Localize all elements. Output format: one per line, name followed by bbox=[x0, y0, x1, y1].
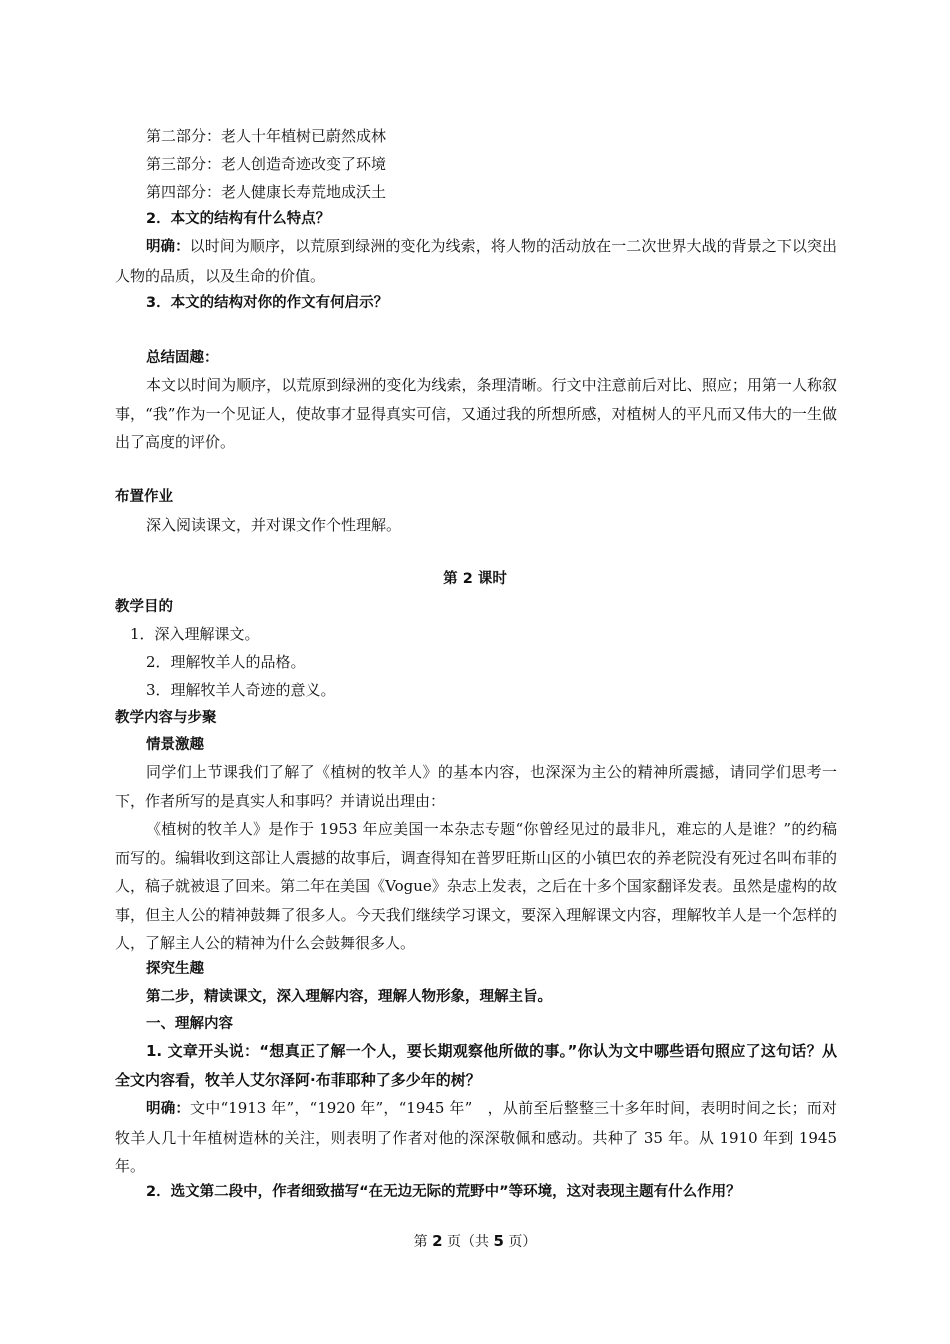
homework-text: 深入阅读课文，并对课文作个性理解。 bbox=[146, 516, 402, 534]
answer-1 bbox=[115, 1094, 837, 1181]
page-total: 5 bbox=[493, 1232, 504, 1250]
summary-text: 本文以时间为顺序，以荒原到绿洲的变化为线索，条理清晰。行文中注意前后对比、照应；用第一人称叙事，“我”作为一个见证人，使故事才显得真实可信，又通过我的所想所感，对植树人的平凡而又伟大的一生做出了高度的评价。 bbox=[115, 376, 837, 451]
footer-suffix: 页） bbox=[503, 1234, 537, 1250]
answer-text: 以时间为顺序，以荒原到绿洲的变化为线索，将人物的活动放在一二次世界大战的背景之下以突出人物的品质，以及生命的价值。 bbox=[115, 237, 837, 285]
answer-label: 明确： bbox=[146, 239, 190, 255]
part4-line: 第四部分：老人健康长寿荒地成沃土 bbox=[146, 183, 387, 201]
question-2-lesson: 2．选文第二段中，作者细致描写“在无边无际的荒野中”等环境，这对表现主题有什么作用？ bbox=[146, 1184, 741, 1200]
page-number: 2 bbox=[432, 1232, 443, 1250]
footer-prefix: 第 bbox=[413, 1234, 433, 1250]
summary-heading: 总结固趣： bbox=[146, 350, 219, 366]
steps-heading: 教学内容与步聚 bbox=[115, 710, 217, 726]
page-footer bbox=[0, 1231, 950, 1252]
intro-paragraph-2: 《植树的牧羊人》是作于 1953 年应美国一本杂志专题“你曾经见过的最非凡，难忘的人是谁？”的约稿而写的。编辑收到这部让人震撼的故事后，调查得知在普罗旺斯山区的小镇巴农的养老院没有死过名叫布菲的人，稿子就被退了回来。第二年在美国《Vogue》杂志上发表，之后在十多个国家翻译发表。虽然是虚构的故事，但主人公的精神鼓舞了很多人。今天我们继续学习课文，要深入理解课文内容，理解牧羊人是一个怎样的人，了解主人公的精神为什么会鼓舞很多人。 bbox=[115, 820, 837, 952]
answer-label: 明确： bbox=[146, 1101, 191, 1117]
intro-heading: 情景激趣 bbox=[146, 737, 204, 753]
answer-text: 文中“1913 年”，“1920 年”，“1945 年” ，从前至后整整三十多年时间，表明时间之长；而对牧羊人几十年植树造林的关注，则表明了作者对他的深深敬佩和感动。共种了 35 年。从 1910 年到 1945 年。 bbox=[115, 1099, 838, 1175]
goal-item: 2．理解牧羊人的品格。 bbox=[146, 653, 306, 671]
goals-heading: 教学目的 bbox=[115, 599, 173, 615]
goal-item: 3．理解牧羊人奇迹的意义。 bbox=[146, 681, 336, 699]
question-1: 1. 文章开头说：“想真正了解一个人，要长期观察他所做的事。”你认为文中哪些语句照应了这句话？从全文内容看，牧羊人艾尔泽阿·布菲耶种了多少年的树？ bbox=[115, 1042, 837, 1089]
part3-line: 第三部分：老人创造奇迹改变了环境 bbox=[146, 155, 387, 173]
section-heading: 一、理解内容 bbox=[146, 1016, 233, 1032]
homework-heading: 布置作业 bbox=[115, 489, 173, 505]
question-2: 2．本文的结构有什么特点？ bbox=[146, 211, 331, 227]
explore-heading: 探究生趣 bbox=[146, 961, 204, 977]
footer-middle: 页（共 bbox=[442, 1234, 494, 1250]
intro-paragraph-1: 同学们上节课我们了解了《植树的牧羊人》的基本内容，也深深为主公的精神所震撼，请同学们思考一下，作者所写的是真实人和事吗？并请说出理由： bbox=[115, 763, 837, 810]
step-two: 第二步，精读课文，深入理解内容，理解人物形象，理解主旨。 bbox=[146, 989, 552, 1005]
goal-item: 1．深入理解课文。 bbox=[130, 625, 260, 643]
part2-line: 第二部分：老人十年植树已蔚然成林 bbox=[146, 127, 387, 145]
lesson-title: 第 2 课时 bbox=[443, 571, 507, 587]
question-3: 3．本文的结构对你的作文有何启示？ bbox=[146, 295, 389, 311]
answer-2 bbox=[115, 232, 837, 290]
